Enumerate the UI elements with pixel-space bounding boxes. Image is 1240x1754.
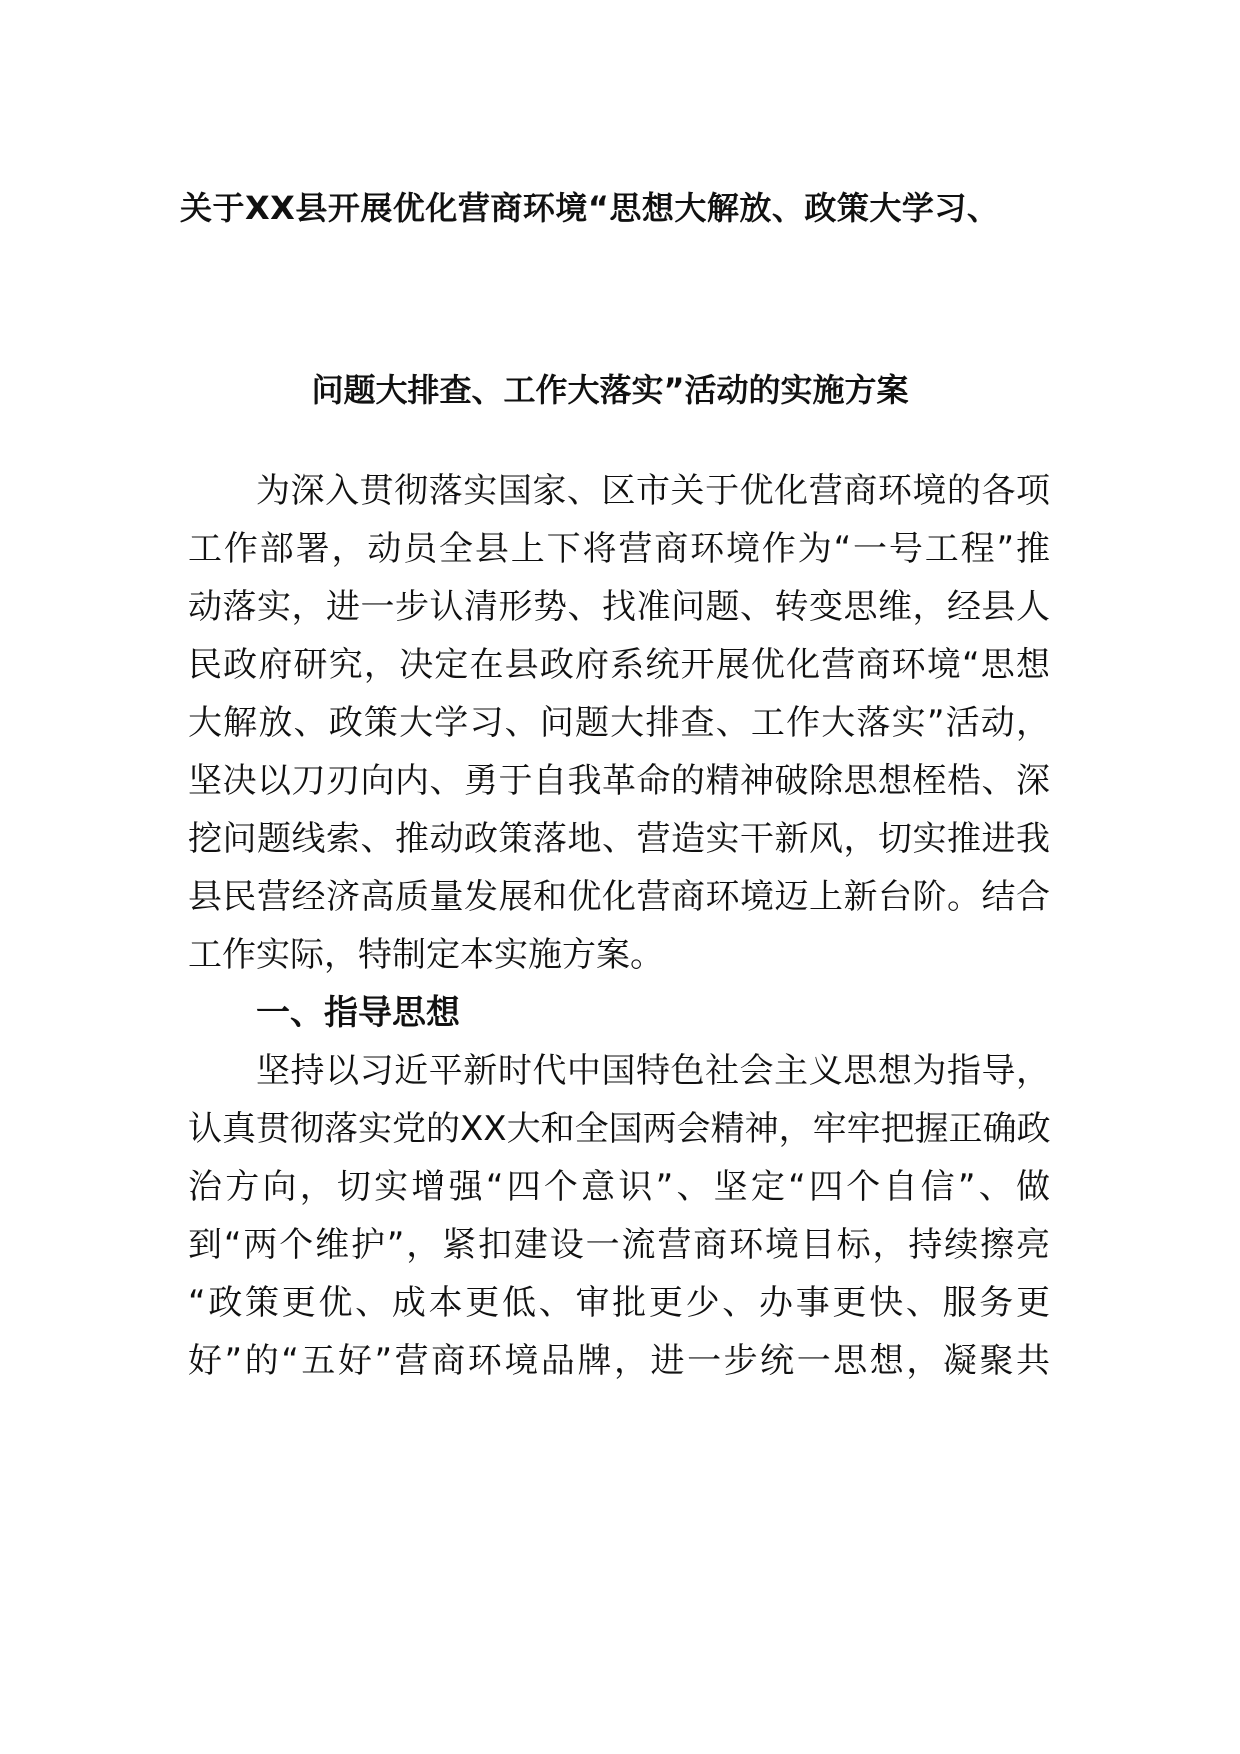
intro-paragraph-line: 民政府研究，决定在县政府系统开展优化营商环境“思想: [188, 645, 1050, 685]
intro-paragraph-line: 工作实际，特制定本实施方案。: [188, 935, 664, 975]
section-paragraph-line: 到“两个维护”，紧扣建设一流营商环境目标，持续擦亮: [188, 1225, 1050, 1265]
intro-paragraph-line: 动落实，进一步认清形势、找准问题、转变思维，经县人: [188, 587, 1050, 627]
section-paragraph-line: 坚持以习近平新时代中国特色社会主义思想为指导，: [256, 1051, 1050, 1091]
document-title-line-2: 问题大排查、工作大落实”活动的实施方案: [311, 371, 909, 409]
intro-paragraph-line: 工作部署，动员全县上下将营商环境作为“一号工程”推: [188, 529, 1050, 569]
section-paragraph-line: “政策更优、成本更低、审批更少、办事更快、服务更: [188, 1283, 1050, 1323]
intro-paragraph-line: 挖问题线索、推动政策落地、营造实干新风，切实推进我: [188, 819, 1050, 859]
section-paragraph-line: 治方向，切实增强“四个意识”、坚定“四个自信”、做: [188, 1167, 1050, 1207]
document-title-line-1: 关于XX县开展优化营商环境“思想大解放、政策大学习、: [180, 189, 1000, 227]
intro-paragraph-line: 为深入贯彻落实国家、区市关于优化营商环境的各项: [256, 471, 1050, 511]
intro-paragraph-line: 县民营经济高质量发展和优化营商环境迈上新台阶。结合: [188, 877, 1050, 917]
section-heading: 一、指导思想: [256, 993, 460, 1033]
section-paragraph-line: 好”的“五好”营商环境品牌，进一步统一思想，凝聚共: [188, 1341, 1050, 1381]
intro-paragraph-line: 大解放、政策大学习、问题大排查、工作大落实”活动，: [188, 703, 1050, 743]
intro-paragraph-line: 坚决以刀刃向内、勇于自我革命的精神破除思想桎梏、深: [188, 761, 1050, 801]
section-paragraph-line: 认真贯彻落实党的XX大和全国两会精神，牢牢把握正确政: [188, 1109, 1051, 1149]
